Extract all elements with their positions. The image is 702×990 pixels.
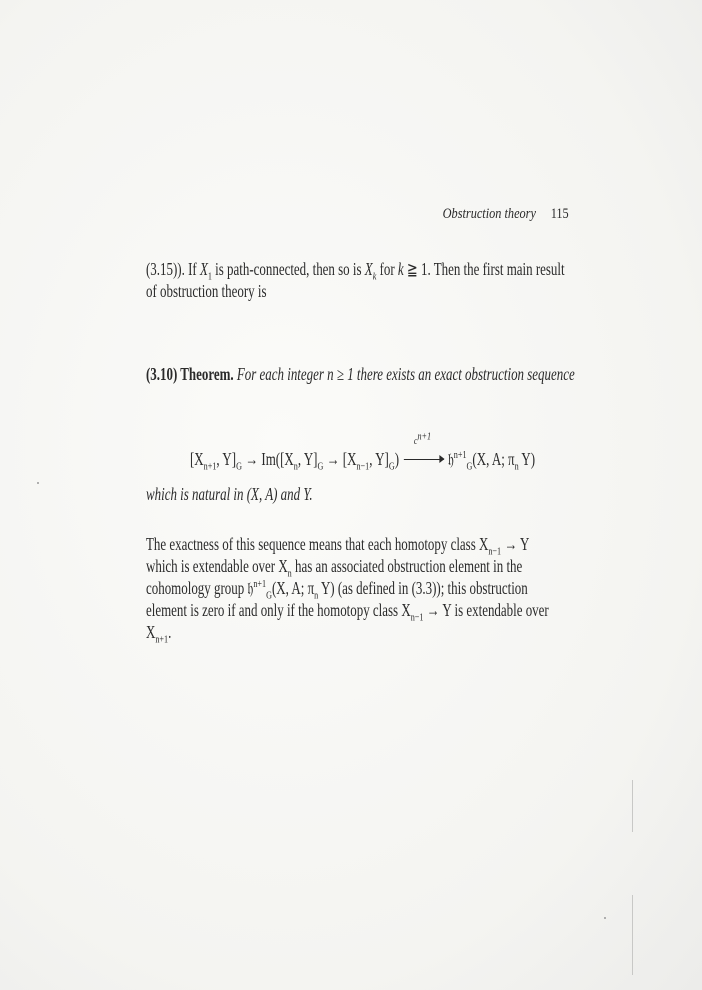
scan-artifact-line — [632, 780, 633, 832]
obstruction-sequence-formula: [$X_{n+1}$, $Y]_G \to Im([X_n$, $Y]_G \to [X_{n-1}$, $Y]_G$) $c^{n+1}$ 𝔥$^{n+1}_G$(X, A; $\pi_n$ Y) — [190, 430, 536, 473]
paragraph-intro — [146, 258, 570, 302]
header-title: Obstruction theory — [442, 206, 537, 222]
exact-line-3: cohomology group 𝔥$^{n+1}_G$(X, A; $\pi_n$ Y) (as defined in (3.3)); this obstruction — [146, 578, 528, 602]
intro-line-2: of obstruction theory is — [146, 281, 267, 301]
running-header — [443, 206, 569, 223]
scan-artifact-line — [632, 895, 633, 975]
exact-line-2: which is extendable over $X_n$ has an associated obstruction element in the — [146, 556, 523, 580]
intro-line-1: (3.15)). If $X_1$ is path-connected, then so is $X_k$ for k ≧ 1. Then the first main result — [146, 259, 565, 283]
exact-line-5: $X_{n+1}$. — [146, 622, 172, 646]
scan-speck — [37, 482, 39, 484]
theorem-label: (3.10) Theorem. — [146, 364, 234, 384]
paragraph-exactness — [146, 533, 570, 646]
exact-line-1: The exactness of this sequence means that each homotopy class $X_{n-1} \to Y$ — [146, 534, 530, 558]
scan-speck — [604, 917, 606, 919]
theorem-text: For each integer n ≥ 1 there exists an exact obstruction sequence — [236, 364, 575, 384]
arrow-with-label: $c^{n+1}$ — [404, 449, 444, 470]
exact-line-4: element is zero if and only if the homotopy class $X_{n-1} \to Y$ is extendable over — [146, 600, 549, 624]
page-number: 115 — [550, 206, 569, 222]
theorem-statement — [146, 363, 575, 385]
natural-remark: which is natural in (X, A) and Y. — [146, 484, 313, 504]
